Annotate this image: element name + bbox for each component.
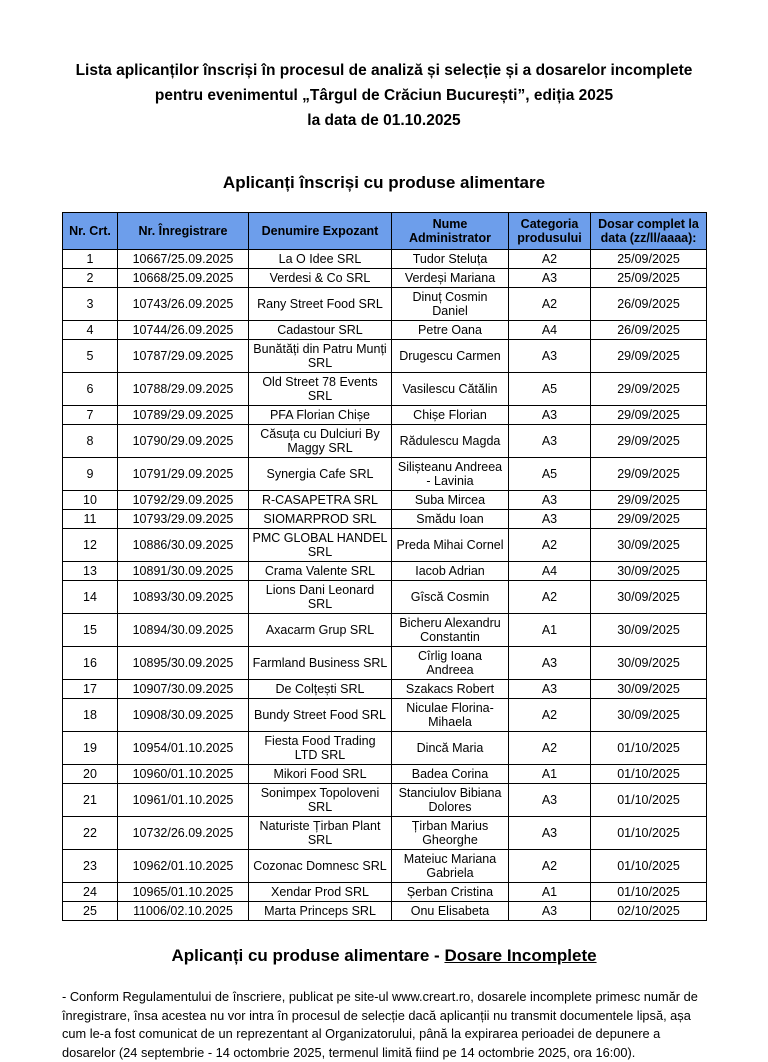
table-row <box>63 250 707 269</box>
cell-dosar-complet-data: 26/09/2025 <box>591 321 707 340</box>
cell-denumire-expozant: R-CASAPETRA SRL <box>249 491 392 510</box>
cell-dosar-complet-data: 29/09/2025 <box>591 491 707 510</box>
cell-nr-crt: 11 <box>63 510 118 529</box>
cell-categoria-produsului: A1 <box>509 614 591 647</box>
cell-nr-inregistrare: 10744/26.09.2025 <box>118 321 249 340</box>
table-row <box>63 850 707 883</box>
cell-dosar-complet-data: 30/09/2025 <box>591 562 707 581</box>
cell-denumire-expozant: PFA Florian Chișe <box>249 406 392 425</box>
cell-nr-inregistrare: 10732/26.09.2025 <box>118 817 249 850</box>
applicants-table-body <box>63 250 707 921</box>
cell-nr-crt: 7 <box>63 406 118 425</box>
cell-nr-crt: 9 <box>63 458 118 491</box>
cell-nr-crt: 10 <box>63 491 118 510</box>
cell-nr-crt: 19 <box>63 732 118 765</box>
cell-dosar-complet-data: 01/10/2025 <box>591 784 707 817</box>
table-row <box>63 817 707 850</box>
cell-denumire-expozant: Axacarm Grup SRL <box>249 614 392 647</box>
cell-dosar-complet-data: 29/09/2025 <box>591 373 707 406</box>
cell-nume-administrator: Stanciulov Bibiana Dolores <box>392 784 509 817</box>
cell-categoria-produsului: A2 <box>509 288 591 321</box>
cell-categoria-produsului: A3 <box>509 510 591 529</box>
document-title-line-1: Lista aplicanților înscriși în procesul de analiză și selecție și a dosarelor incomplete <box>75 62 693 79</box>
cell-dosar-complet-data: 30/09/2025 <box>591 647 707 680</box>
cell-denumire-expozant: Marta Princeps SRL <box>249 902 392 921</box>
cell-dosar-complet-data: 30/09/2025 <box>591 529 707 562</box>
cell-nr-inregistrare: 10790/29.09.2025 <box>118 425 249 458</box>
cell-dosar-complet-data: 30/09/2025 <box>591 680 707 699</box>
cell-nr-crt: 24 <box>63 883 118 902</box>
cell-nume-administrator: Drugescu Carmen <box>392 340 509 373</box>
applicants-table <box>62 212 707 921</box>
cell-dosar-complet-data: 29/09/2025 <box>591 340 707 373</box>
cell-denumire-expozant: Verdesi & Co SRL <box>249 269 392 288</box>
cell-nr-crt: 13 <box>63 562 118 581</box>
cell-nume-administrator: Bicheru Alexandru Constantin <box>392 614 509 647</box>
cell-categoria-produsului: A5 <box>509 458 591 491</box>
cell-nr-inregistrare: 10965/01.10.2025 <box>118 883 249 902</box>
cell-categoria-produsului: A2 <box>509 529 591 562</box>
cell-nr-inregistrare: 10789/29.09.2025 <box>118 406 249 425</box>
column-header-denumire-expozant: Denumire Expozant <box>249 213 392 250</box>
cell-categoria-produsului: A4 <box>509 562 591 581</box>
cell-denumire-expozant: Synergia Cafe SRL <box>249 458 392 491</box>
table-row <box>63 406 707 425</box>
cell-denumire-expozant: Rany Street Food SRL <box>249 288 392 321</box>
cell-nume-administrator: Cîrlig Ioana Andreea <box>392 647 509 680</box>
cell-nume-administrator: Iacob Adrian <box>392 562 509 581</box>
cell-denumire-expozant: PMC GLOBAL HANDEL SRL <box>249 529 392 562</box>
cell-nume-administrator: Onu Elisabeta <box>392 902 509 921</box>
column-header-nr-crt: Nr. Crt. <box>63 213 118 250</box>
table-row <box>63 562 707 581</box>
cell-nr-inregistrare: 10787/29.09.2025 <box>118 340 249 373</box>
cell-nr-crt: 17 <box>63 680 118 699</box>
cell-dosar-complet-data: 02/10/2025 <box>591 902 707 921</box>
incomplete-heading-underlined: Dosare Incomplete <box>444 946 597 965</box>
table-row <box>63 883 707 902</box>
table-row <box>63 529 707 562</box>
cell-denumire-expozant: SIOMARPROD SRL <box>249 510 392 529</box>
cell-nr-inregistrare: 10961/01.10.2025 <box>118 784 249 817</box>
cell-categoria-produsului: A2 <box>509 581 591 614</box>
cell-categoria-produsului: A3 <box>509 817 591 850</box>
cell-categoria-produsului: A2 <box>509 699 591 732</box>
cell-denumire-expozant: Cozonac Domnesc SRL <box>249 850 392 883</box>
cell-dosar-complet-data: 29/09/2025 <box>591 406 707 425</box>
cell-nr-inregistrare: 10891/30.09.2025 <box>118 562 249 581</box>
table-row <box>63 680 707 699</box>
cell-denumire-expozant: Crama Valente SRL <box>249 562 392 581</box>
cell-dosar-complet-data: 01/10/2025 <box>591 765 707 784</box>
cell-dosar-complet-data: 25/09/2025 <box>591 250 707 269</box>
table-header-row <box>63 213 707 250</box>
cell-nr-inregistrare: 10668/25.09.2025 <box>118 269 249 288</box>
cell-denumire-expozant: Bunătăți din Patru Munți SRL <box>249 340 392 373</box>
cell-nume-administrator: Gîscă Cosmin <box>392 581 509 614</box>
cell-nr-crt: 3 <box>63 288 118 321</box>
table-row <box>63 581 707 614</box>
cell-denumire-expozant: Old Street 78 Events SRL <box>249 373 392 406</box>
cell-categoria-produsului: A3 <box>509 491 591 510</box>
cell-nume-administrator: Tudor Steluța <box>392 250 509 269</box>
cell-nr-crt: 16 <box>63 647 118 680</box>
cell-nr-crt: 15 <box>63 614 118 647</box>
table-row <box>63 699 707 732</box>
table-row <box>63 902 707 921</box>
cell-denumire-expozant: Farmland Business SRL <box>249 647 392 680</box>
document-page <box>62 0 706 1062</box>
table-row <box>63 784 707 817</box>
cell-categoria-produsului: A2 <box>509 850 591 883</box>
cell-nume-administrator: Rădulescu Magda <box>392 425 509 458</box>
cell-nr-crt: 1 <box>63 250 118 269</box>
table-row <box>63 373 707 406</box>
cell-dosar-complet-data: 30/09/2025 <box>591 581 707 614</box>
cell-dosar-complet-data: 01/10/2025 <box>591 817 707 850</box>
cell-nume-administrator: Mateiuc Mariana Gabriela <box>392 850 509 883</box>
cell-dosar-complet-data: 01/10/2025 <box>591 732 707 765</box>
cell-nr-inregistrare: 10960/01.10.2025 <box>118 765 249 784</box>
cell-denumire-expozant: Cadastour SRL <box>249 321 392 340</box>
cell-dosar-complet-data: 29/09/2025 <box>591 510 707 529</box>
cell-nume-administrator: Niculae Florina-Mihaela <box>392 699 509 732</box>
cell-nr-inregistrare: 10907/30.09.2025 <box>118 680 249 699</box>
cell-nume-administrator: Petre Oana <box>392 321 509 340</box>
cell-nume-administrator: Szakacs Robert <box>392 680 509 699</box>
cell-nr-crt: 12 <box>63 529 118 562</box>
cell-dosar-complet-data: 01/10/2025 <box>591 850 707 883</box>
cell-nr-inregistrare: 10743/26.09.2025 <box>118 288 249 321</box>
document-title-line-3: la data de 01.10.2025 <box>307 112 461 129</box>
cell-nr-inregistrare: 10954/01.10.2025 <box>118 732 249 765</box>
cell-denumire-expozant: Bundy Street Food SRL <box>249 699 392 732</box>
cell-categoria-produsului: A5 <box>509 373 591 406</box>
cell-nr-inregistrare: 10908/30.09.2025 <box>118 699 249 732</box>
cell-nume-administrator: Suba Mircea <box>392 491 509 510</box>
footer-note: - Conform Regulamentului de înscriere, publicat pe site-ul www.creart.ro, dosarele incomplete primesc număr de înregistrare, însa acestea nu vor intra în procesul de selecție dacă aplicanții nu transmit documentele lipsă, așa cum le-a fost comunicat de un reprezentant al Organizatorului, până la expirarea perioadei de depunere a dosarelor (24 septembrie - 14 octombrie 2025, termenul limită fiind pe 14 octombrie 2025, ora 16:00). <box>62 989 698 1060</box>
cell-nr-crt: 20 <box>63 765 118 784</box>
cell-nr-inregistrare: 10894/30.09.2025 <box>118 614 249 647</box>
cell-dosar-complet-data: 30/09/2025 <box>591 614 707 647</box>
cell-nume-administrator: Silișteanu Andreea - Lavinia <box>392 458 509 491</box>
section-heading-food-applicants: Aplicanți înscriși cu produse alimentare <box>222 173 546 192</box>
table-row <box>63 510 707 529</box>
table-row <box>63 458 707 491</box>
cell-categoria-produsului: A3 <box>509 340 591 373</box>
cell-dosar-complet-data: 30/09/2025 <box>591 699 707 732</box>
cell-denumire-expozant: De Colțești SRL <box>249 680 392 699</box>
cell-nr-inregistrare: 10792/29.09.2025 <box>118 491 249 510</box>
cell-categoria-produsului: A3 <box>509 269 591 288</box>
document-title <box>62 58 706 133</box>
table-row <box>63 614 707 647</box>
table-row <box>63 269 707 288</box>
cell-nr-inregistrare: 11006/02.10.2025 <box>118 902 249 921</box>
cell-categoria-produsului: A3 <box>509 425 591 458</box>
cell-nr-crt: 6 <box>63 373 118 406</box>
cell-denumire-expozant: Xendar Prod SRL <box>249 883 392 902</box>
cell-nume-administrator: Vasilescu Cătălin <box>392 373 509 406</box>
cell-denumire-expozant: Fiesta Food Trading LTD SRL <box>249 732 392 765</box>
cell-nume-administrator: Țirban Marius Gheorghe <box>392 817 509 850</box>
cell-dosar-complet-data: 25/09/2025 <box>591 269 707 288</box>
cell-nr-inregistrare: 10895/30.09.2025 <box>118 647 249 680</box>
cell-nr-crt: 4 <box>63 321 118 340</box>
cell-nume-administrator: Dinuț Cosmin Daniel <box>392 288 509 321</box>
cell-nr-crt: 14 <box>63 581 118 614</box>
table-row <box>63 288 707 321</box>
cell-nr-inregistrare: 10788/29.09.2025 <box>118 373 249 406</box>
cell-denumire-expozant: Naturiste Țirban Plant SRL <box>249 817 392 850</box>
cell-nr-crt: 8 <box>63 425 118 458</box>
table-row <box>63 321 707 340</box>
cell-categoria-produsului: A3 <box>509 680 591 699</box>
column-header-nume-administrator: Nume Administrator <box>392 213 509 250</box>
cell-nume-administrator: Smădu Ioan <box>392 510 509 529</box>
table-row <box>63 491 707 510</box>
cell-categoria-produsului: A2 <box>509 250 591 269</box>
cell-denumire-expozant: Mikori Food SRL <box>249 765 392 784</box>
cell-categoria-produsului: A1 <box>509 883 591 902</box>
cell-nume-administrator: Badea Corina <box>392 765 509 784</box>
cell-categoria-produsului: A4 <box>509 321 591 340</box>
cell-nume-administrator: Preda Mihai Cornel <box>392 529 509 562</box>
table-row <box>63 425 707 458</box>
cell-nr-crt: 23 <box>63 850 118 883</box>
cell-categoria-produsului: A3 <box>509 784 591 817</box>
cell-nr-crt: 18 <box>63 699 118 732</box>
cell-nume-administrator: Dincă Maria <box>392 732 509 765</box>
document-title-line-2: pentru evenimentul „Târgul de Crăciun București”, ediția 2025 <box>154 87 614 104</box>
applicants-table-header <box>63 213 707 250</box>
cell-nr-inregistrare: 10793/29.09.2025 <box>118 510 249 529</box>
section-heading-incomplete-files <box>62 946 706 966</box>
cell-dosar-complet-data: 01/10/2025 <box>591 883 707 902</box>
cell-nr-inregistrare: 10791/29.09.2025 <box>118 458 249 491</box>
cell-denumire-expozant: La O Idee SRL <box>249 250 392 269</box>
cell-nr-inregistrare: 10893/30.09.2025 <box>118 581 249 614</box>
cell-nume-administrator: Șerban Cristina <box>392 883 509 902</box>
cell-nr-inregistrare: 10886/30.09.2025 <box>118 529 249 562</box>
cell-denumire-expozant: Lions Dani Leonard SRL <box>249 581 392 614</box>
table-row <box>63 647 707 680</box>
column-header-categoria-produsului: Categoria produsului <box>509 213 591 250</box>
cell-dosar-complet-data: 29/09/2025 <box>591 458 707 491</box>
column-header-dosar-complet: Dosar complet la data (zz/ll/aaaa): <box>591 213 707 250</box>
cell-nr-crt: 5 <box>63 340 118 373</box>
table-row <box>63 765 707 784</box>
cell-categoria-produsului: A2 <box>509 732 591 765</box>
cell-nume-administrator: Verdeși Mariana <box>392 269 509 288</box>
cell-nr-inregistrare: 10667/25.09.2025 <box>118 250 249 269</box>
cell-nr-crt: 2 <box>63 269 118 288</box>
cell-categoria-produsului: A1 <box>509 765 591 784</box>
cell-denumire-expozant: Căsuța cu Dulciuri By Maggy SRL <box>249 425 392 458</box>
cell-nr-crt: 21 <box>63 784 118 817</box>
cell-categoria-produsului: A3 <box>509 647 591 680</box>
cell-dosar-complet-data: 26/09/2025 <box>591 288 707 321</box>
cell-dosar-complet-data: 29/09/2025 <box>591 425 707 458</box>
column-header-nr-inregistrare: Nr. Înregistrare <box>118 213 249 250</box>
cell-categoria-produsului: A3 <box>509 406 591 425</box>
cell-nr-crt: 22 <box>63 817 118 850</box>
cell-nume-administrator: Chișe Florian <box>392 406 509 425</box>
cell-nr-crt: 25 <box>63 902 118 921</box>
cell-categoria-produsului: A3 <box>509 902 591 921</box>
table-row <box>63 340 707 373</box>
incomplete-heading-prefix: Aplicanți cu produse alimentare - <box>171 946 445 965</box>
cell-nr-inregistrare: 10962/01.10.2025 <box>118 850 249 883</box>
cell-denumire-expozant: Sonimpex Topoloveni SRL <box>249 784 392 817</box>
table-row <box>63 732 707 765</box>
